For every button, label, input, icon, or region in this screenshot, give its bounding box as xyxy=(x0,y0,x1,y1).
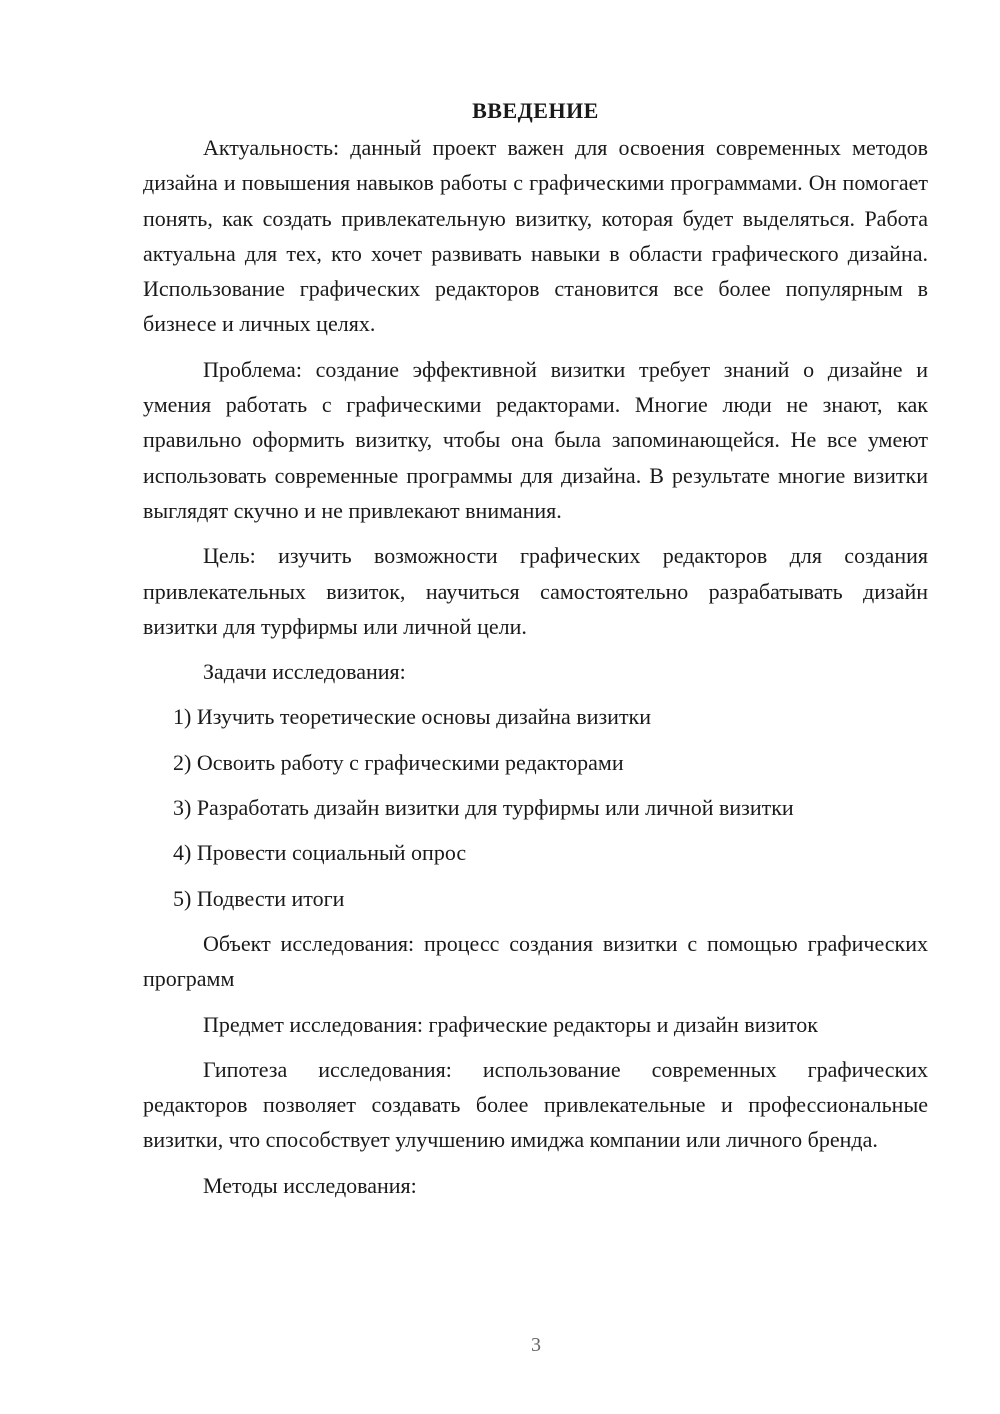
page-title: ВВЕДЕНИЕ xyxy=(472,98,599,123)
paragraph-relevance: Актуальность: данный проект важен для освоения современных методов дизайна и повышения навыков работы с графическими программами. Он помогает понять, как создать привлекательную визитку, которая будет выделяться. Работа актуальна для тех, кто хочет развивать навыки в области графического дизайна. Использование графических редакторов становится все более популярным в бизнесе и личных целях. xyxy=(143,135,928,337)
page-content xyxy=(143,96,928,1213)
task-item: 5) Подвести итоги xyxy=(173,885,345,911)
methods-heading: Методы исследования: xyxy=(203,1172,417,1198)
task-item: 3) Разработать дизайн визитки для турфирмы или личной визитки xyxy=(173,795,794,821)
task-item: 1) Изучить теоретические основы дизайна визитки xyxy=(173,704,652,730)
paragraph-problem: Проблема: создание эффективной визитки требует знаний о дизайне и умения работать с графическими редакторами. Многие люди не знают, как правильно оформить визитку, чтобы она была запоминающейся. Не все умеют использовать современные программы для дизайна. В результате многие визитки выглядят скучно и не привлекают внимания. xyxy=(143,356,928,523)
page-number: 3 xyxy=(531,1334,541,1356)
task-item: 4) Провести социальный опрос xyxy=(173,840,467,866)
tasks-heading: Задачи исследования: xyxy=(203,659,406,685)
paragraph-goal: Цель: изучить возможности графических редакторов для создания привлекательных визиток, научиться самостоятельно разрабатывать дизайн визитки для турфирмы или личной цели. xyxy=(143,543,928,639)
paragraph-hypothesis: Гипотеза исследования: использование современных графических редакторов позволяет создавать более привлекательные и профессиональные визитки, что способствует улучшению имиджа компании или личного бренда. xyxy=(143,1056,928,1153)
paragraph-object: Объект исследования: процесс создания визитки с помощью графических программ xyxy=(143,930,928,992)
paragraph-subject: Предмет исследования: графические редакторы и дизайн визиток xyxy=(203,1011,818,1037)
task-item: 2) Освоить работу с графическими редакторами xyxy=(173,749,624,775)
